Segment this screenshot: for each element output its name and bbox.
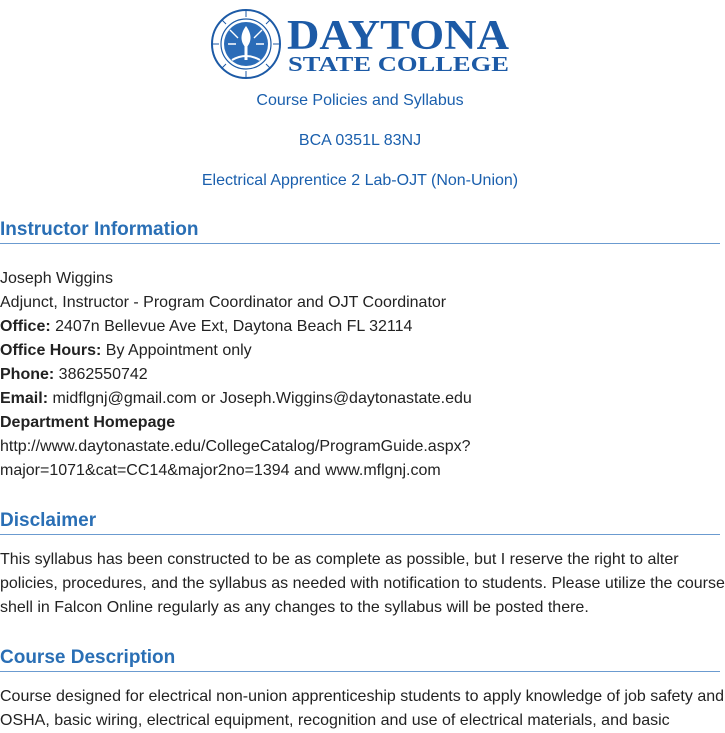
college-seal-icon: [212, 10, 280, 78]
phone-row: [0, 363, 720, 387]
department-homepage-label: Department Homepage: [0, 414, 176, 431]
instructor-title: Adjunct, Instructor - Program Coordinator and OJT Coordinator: [0, 294, 447, 311]
instructor-information-heading: Instructor Information: [0, 218, 720, 244]
course-title-link[interactable]: Electrical Apprentice 2 Lab-OJT (Non-Union): [201, 172, 519, 189]
office-hours-row: [0, 339, 720, 363]
daytona-state-college-logo: [210, 8, 512, 80]
phone-label: Phone:: [0, 366, 55, 383]
office-value: 2407n Bellevue Ave Ext, Daytona Beach FL 32114: [55, 318, 413, 335]
email-label: Email:: [0, 390, 49, 407]
course-policies-link[interactable]: Course Policies and Syllabus: [256, 92, 464, 109]
email-value: midflgnj@gmail.com or Joseph.Wiggins@daytonastate.edu: [52, 390, 472, 407]
office-hours-value: By Appointment only: [105, 342, 252, 359]
disclaimer-heading: Disclaimer: [0, 509, 720, 535]
disclaimer-line: policies, procedures, and the syllabus as needed with notification to students. Please utilize the course: [0, 575, 725, 592]
instructor-details: [0, 267, 720, 483]
disclaimer-text: [0, 548, 725, 620]
disclaimer-line: shell in Falcon Online regularly as any changes to the syllabus will be posted there.: [0, 599, 589, 616]
logo-word-state-college: STATE COLLEGE: [288, 52, 509, 76]
department-homepage-url-line-1: http://www.daytonastate.edu/CollegeCatalog/ProgramGuide.aspx?: [0, 438, 471, 455]
course-description-heading: Course Description: [0, 646, 720, 672]
college-logo-graphic: [210, 8, 512, 80]
department-homepage-url-line-2: major=1071&cat=CC14&major2no=1394 and www.mflgnj.com: [0, 462, 441, 479]
course-description-line: OSHA, basic wiring, electrical equipment, recognition and use of electrical materials, and basic: [0, 712, 670, 729]
phone-value: 3862550742: [58, 366, 148, 383]
email-row: [0, 387, 720, 411]
office-label: Office:: [0, 318, 51, 335]
disclaimer-line: This syllabus has been constructed to be as complete as possible, but I reserve the right to alter: [0, 551, 679, 568]
course-description-text: [0, 685, 725, 733]
logo-word-daytona: DAYTONA: [287, 13, 510, 59]
course-description-line: Course designed for electrical non-union apprenticeship students to apply knowledge of job safety and: [0, 688, 725, 705]
course-code-link[interactable]: BCA 0351L 83NJ: [298, 132, 422, 149]
instructor-name: Joseph Wiggins: [0, 270, 113, 287]
office-row: [0, 315, 720, 339]
office-hours-label: Office Hours:: [0, 342, 102, 359]
